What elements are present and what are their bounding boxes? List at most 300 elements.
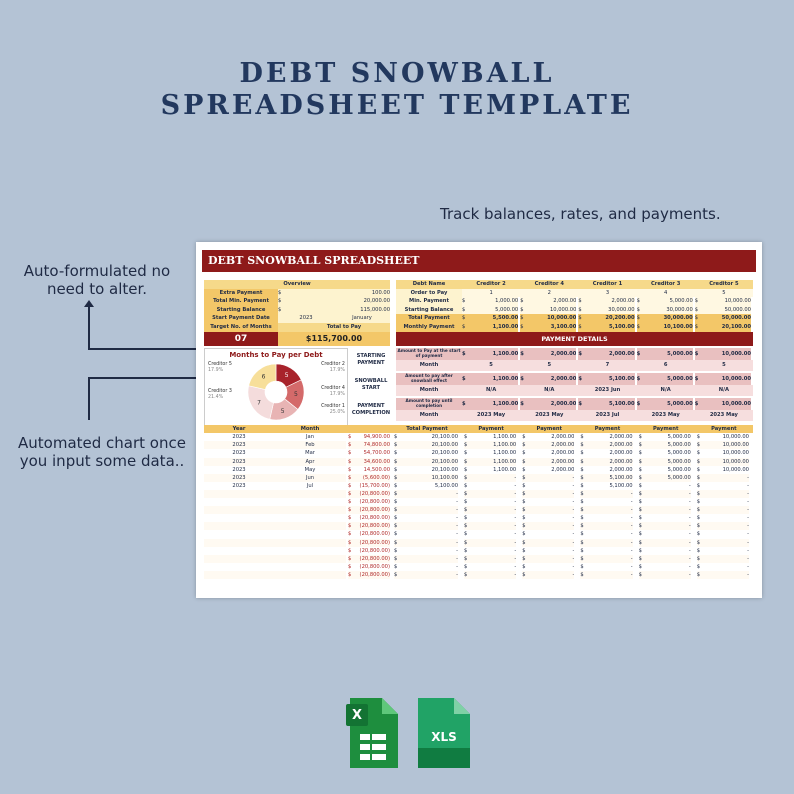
table-payment: - <box>586 498 632 506</box>
table-payment: - <box>645 490 691 498</box>
table-total: 10,100.00 <box>400 474 458 482</box>
currency-sign: $ <box>394 547 400 555</box>
creditor-cell: 10,000.00 <box>528 314 576 323</box>
currency-sign: $ <box>462 373 470 385</box>
table-payment: 5,000.00 <box>645 449 691 457</box>
currency-sign: $ <box>522 530 528 538</box>
page-title-line-1: DEBT SNOWBALL <box>239 58 555 89</box>
currency-sign: $ <box>464 547 470 555</box>
table-payment: 2,000.00 <box>586 466 632 474</box>
currency-sign: $ <box>462 323 470 332</box>
currency-sign: $ <box>522 514 528 522</box>
table-payment: 2,000.00 <box>528 441 574 449</box>
section-title: STARTING PAYMENT <box>348 348 394 372</box>
overview-value: 2023 <box>278 314 334 323</box>
callout-arrow-1-head-icon <box>84 300 94 307</box>
creditor-row-label: Min. Payment <box>396 297 462 306</box>
table-payment: - <box>645 498 691 506</box>
currency-sign: $ <box>697 530 703 538</box>
table-balance: (20,800.00) <box>354 490 390 498</box>
table-payment: - <box>703 539 749 547</box>
currency-sign: $ <box>348 530 354 538</box>
target-months-value: 07 <box>204 332 278 346</box>
currency-sign: $ <box>348 449 354 457</box>
table-payment: - <box>528 482 574 490</box>
section-row1-cell: 1,100.00 <box>470 373 518 385</box>
currency-sign: $ <box>522 441 528 449</box>
currency-sign: $ <box>394 449 400 457</box>
currency-sign: $ <box>348 482 354 490</box>
currency-sign: $ <box>695 297 703 306</box>
table-year <box>204 571 274 579</box>
currency-sign: $ <box>394 433 400 441</box>
creditor-cell: 30,000.00 <box>645 314 693 323</box>
currency-sign: $ <box>639 482 645 490</box>
currency-sign: $ <box>520 297 528 306</box>
currency-sign: $ <box>639 539 645 547</box>
table-payment: - <box>470 498 516 506</box>
table-payment: - <box>703 482 749 490</box>
table-payment: - <box>703 498 749 506</box>
currency-sign: $ <box>637 348 645 360</box>
currency-sign: $ <box>639 522 645 530</box>
xls-label: XLS <box>431 730 457 744</box>
overview-label: Total Min. Payment <box>204 297 278 306</box>
currency-sign: $ <box>348 547 354 555</box>
table-payment: - <box>586 490 632 498</box>
table-payment: - <box>645 522 691 530</box>
section-row2-label: Month <box>396 385 462 396</box>
table-payment: - <box>586 539 632 547</box>
currency-sign: $ <box>462 314 470 323</box>
table-total: 20,100.00 <box>400 441 458 449</box>
currency-sign: $ <box>520 373 528 385</box>
section-row1-cell: 10,000.00 <box>703 348 751 360</box>
table-payment: - <box>703 547 749 555</box>
section-row1-cell: 5,100.00 <box>586 373 634 385</box>
table-payment: - <box>528 539 574 547</box>
currency-sign: $ <box>394 522 400 530</box>
currency-sign: $ <box>578 348 586 360</box>
table-total: - <box>400 506 458 514</box>
debt-name-header: Debt Name <box>396 280 462 289</box>
currency-sign: $ <box>520 306 528 315</box>
creditor-cell: 5,100.00 <box>586 323 634 332</box>
currency-sign: $ <box>580 514 586 522</box>
currency-sign: $ <box>697 539 703 547</box>
table-year <box>204 498 274 506</box>
currency-sign: $ <box>639 490 645 498</box>
currency-sign: $ <box>578 306 586 315</box>
currency-sign: $ <box>639 466 645 474</box>
currency-sign: $ <box>464 563 470 571</box>
currency-sign: $ <box>580 530 586 538</box>
section-row2-cell: 2023 May <box>695 410 753 421</box>
table-payment: 2,000.00 <box>528 433 574 441</box>
table-payment: 10,000.00 <box>703 458 749 466</box>
currency-sign: $ <box>394 555 400 563</box>
currency-sign: $ <box>464 433 470 441</box>
currency-sign: $ <box>522 474 528 482</box>
table-payment: - <box>645 547 691 555</box>
currency-sign: $ <box>522 539 528 547</box>
legend-name: Creditor 3 <box>208 388 232 394</box>
section-row1-label: Amount to Pay at the start of payment <box>397 347 461 358</box>
table-payment: - <box>528 514 574 522</box>
section-row1-cell: 5,100.00 <box>586 398 634 410</box>
creditor-cell: 5,000.00 <box>645 297 693 306</box>
table-month <box>274 571 346 579</box>
section-row1-label: Amount to pay until completion <box>396 398 462 410</box>
table-payment: - <box>470 474 516 482</box>
section-row2-cell: 7 <box>578 360 636 371</box>
table-payment: 10,000.00 <box>703 441 749 449</box>
currency-sign: $ <box>522 571 528 579</box>
table-payment: 5,000.00 <box>645 441 691 449</box>
currency-sign: $ <box>394 563 400 571</box>
table-payment: 10,000.00 <box>703 466 749 474</box>
currency-sign: $ <box>464 449 470 457</box>
creditor-cell: 4 <box>637 289 695 298</box>
currency-sign: $ <box>464 522 470 530</box>
currency-sign: $ <box>580 490 586 498</box>
currency-sign: $ <box>348 458 354 466</box>
table-payment: - <box>586 530 632 538</box>
legend-name: Creditor 4 <box>321 385 345 391</box>
table-total: 20,100.00 <box>400 458 458 466</box>
overview-label: Starting Balance <box>204 306 278 315</box>
table-balance: (20,800.00) <box>354 498 390 506</box>
section-row1-cell: 2,000.00 <box>586 348 634 360</box>
creditor-header: Creditor 1 <box>578 280 636 289</box>
currency-sign: $ <box>348 539 354 547</box>
currency-sign: $ <box>348 466 354 474</box>
creditor-row-label: Order to Pay <box>396 289 462 298</box>
section-row1-cell: 5,000.00 <box>645 373 693 385</box>
table-payment: 2,000.00 <box>528 449 574 457</box>
currency-sign: $ <box>697 555 703 563</box>
chart-legend-label <box>309 404 345 416</box>
callout-arrow-1-vertical <box>88 305 90 349</box>
currency-sign: $ <box>697 433 703 441</box>
currency-sign: $ <box>639 563 645 571</box>
creditor-cell: 1,100.00 <box>470 323 518 332</box>
creditor-cell: 10,100.00 <box>645 323 693 332</box>
currency-sign: $ <box>464 571 470 579</box>
currency-sign: $ <box>697 458 703 466</box>
table-balance: (20,800.00) <box>354 514 390 522</box>
currency-sign: $ <box>522 482 528 490</box>
table-year: 2023 <box>204 458 274 466</box>
table-payment: 10,000.00 <box>703 433 749 441</box>
table-month: Jul <box>274 482 346 490</box>
table-balance: 94,900.00 <box>354 433 390 441</box>
currency-sign: $ <box>578 323 586 332</box>
currency-sign: $ <box>578 398 586 410</box>
table-payment: - <box>528 498 574 506</box>
currency-sign: $ <box>394 514 400 522</box>
currency-sign: $ <box>464 458 470 466</box>
legend-percent: 17.9% <box>329 391 345 397</box>
table-header: Total Payment <box>392 425 462 434</box>
currency-sign: $ <box>348 555 354 563</box>
table-year <box>204 539 274 547</box>
table-balance: (20,800.00) <box>354 547 390 555</box>
section-row2-cell: N/A <box>520 385 578 396</box>
section-row2-label: Month <box>396 410 462 421</box>
table-payment: 5,000.00 <box>645 433 691 441</box>
currency-sign: $ <box>580 482 586 490</box>
table-payment: 2,000.00 <box>586 458 632 466</box>
table-payment: - <box>528 571 574 579</box>
currency-sign: $ <box>520 348 528 360</box>
table-payment: - <box>703 522 749 530</box>
currency-sign: $ <box>522 490 528 498</box>
table-payment: 2,000.00 <box>586 433 632 441</box>
table-payment: 1,100.00 <box>470 449 516 457</box>
currency-sign: $ <box>348 563 354 571</box>
table-payment: - <box>470 539 516 547</box>
currency-sign: $ <box>580 433 586 441</box>
currency-sign: $ <box>695 348 703 360</box>
table-balance: (5,600.00) <box>354 474 390 482</box>
currency-sign: $ <box>348 490 354 498</box>
table-balance: (20,800.00) <box>354 563 390 571</box>
table-payment: - <box>528 474 574 482</box>
currency-sign: $ <box>695 306 703 315</box>
table-total: - <box>400 530 458 538</box>
currency-sign: $ <box>580 449 586 457</box>
table-year <box>204 547 274 555</box>
section-row2-cell: N/A <box>462 385 520 396</box>
table-header: Payment <box>462 425 520 434</box>
creditor-cell: 10,000.00 <box>528 306 576 315</box>
table-payment: 5,100.00 <box>586 474 632 482</box>
currency-sign: $ <box>639 555 645 563</box>
legend-name: Creditor 1 <box>321 403 345 409</box>
currency-sign: $ <box>464 482 470 490</box>
creditor-cell: 3 <box>578 289 636 298</box>
creditor-row-label: Monthly Payment <box>396 323 462 332</box>
currency-sign: $ <box>520 314 528 323</box>
currency-sign: $ <box>580 522 586 530</box>
currency-sign: $ <box>637 306 645 315</box>
currency-sign: $ <box>522 563 528 571</box>
table-month: Jun <box>274 474 346 482</box>
donut-slice-label: 6 <box>261 372 266 380</box>
table-payment: 2,000.00 <box>528 466 574 474</box>
currency-sign: $ <box>394 466 400 474</box>
creditor-cell: 5 <box>695 289 753 298</box>
currency-sign: $ <box>639 547 645 555</box>
table-balance: (20,800.00) <box>354 571 390 579</box>
section-row1-cell: 2,000.00 <box>528 398 576 410</box>
currency-sign: $ <box>639 498 645 506</box>
table-payment: 1,100.00 <box>470 441 516 449</box>
section-title: PAYMENT COMPLETION <box>348 398 394 422</box>
table-year: 2023 <box>204 441 274 449</box>
currency-sign: $ <box>637 323 645 332</box>
creditor-cell: 5,500.00 <box>470 314 518 323</box>
currency-sign: $ <box>578 297 586 306</box>
currency-sign: $ <box>348 441 354 449</box>
currency-sign: $ <box>464 466 470 474</box>
table-header: Payment <box>695 425 753 434</box>
table-payment: 1,100.00 <box>470 458 516 466</box>
currency-sign: $ <box>464 555 470 563</box>
donut-slice-label: 5 <box>284 371 289 379</box>
table-month <box>274 522 346 530</box>
currency-sign: $ <box>580 498 586 506</box>
currency-sign: $ <box>639 530 645 538</box>
table-payment: - <box>470 506 516 514</box>
table-balance: (20,800.00) <box>354 506 390 514</box>
section-row2-cell: N/A <box>695 385 753 396</box>
table-total: - <box>400 547 458 555</box>
creditor-header: Creditor 4 <box>520 280 578 289</box>
section-row1-cell: 2,000.00 <box>528 348 576 360</box>
currency-sign: $ <box>580 571 586 579</box>
total-to-pay-value: $115,700.00 <box>278 332 390 346</box>
currency-sign: $ <box>580 539 586 547</box>
overview-value: 115,000.00 <box>298 306 390 315</box>
table-payment: - <box>703 490 749 498</box>
currency-sign: $ <box>522 458 528 466</box>
currency-sign: $ <box>697 522 703 530</box>
creditor-cell: 1 <box>462 289 520 298</box>
legend-name: Creditor 2 <box>321 361 345 367</box>
table-month <box>274 498 346 506</box>
overview-currency: $ <box>278 289 298 298</box>
table-payment: - <box>645 482 691 490</box>
section-row2-cell: 2023 May <box>520 410 578 421</box>
creditor-cell: 30,000.00 <box>586 306 634 315</box>
excel-xls-icon <box>418 698 470 768</box>
table-month: Mar <box>274 449 346 457</box>
table-payment: - <box>586 563 632 571</box>
section-row1-cell: 10,000.00 <box>703 373 751 385</box>
currency-sign: $ <box>464 506 470 514</box>
table-balance: (20,800.00) <box>354 555 390 563</box>
currency-sign: $ <box>394 458 400 466</box>
table-payment: - <box>528 522 574 530</box>
currency-sign: $ <box>464 498 470 506</box>
note-auto-formulated: Auto-formulated no need to alter. <box>23 262 171 298</box>
table-payment: - <box>645 563 691 571</box>
currency-sign: $ <box>394 571 400 579</box>
currency-sign: $ <box>697 547 703 555</box>
legend-percent: 17.9% <box>208 367 224 373</box>
overview-label: Target No. of Months <box>204 323 278 332</box>
donut-slice-label: 7 <box>257 399 261 407</box>
creditor-cell: 2 <box>520 289 578 298</box>
currency-sign: $ <box>697 498 703 506</box>
currency-sign: $ <box>639 571 645 579</box>
table-total: - <box>400 498 458 506</box>
currency-sign: $ <box>639 458 645 466</box>
table-balance: 34,600.00 <box>354 458 390 466</box>
currency-sign: $ <box>695 373 703 385</box>
creditor-cell: 10,000.00 <box>703 297 751 306</box>
currency-sign: $ <box>637 398 645 410</box>
table-header: Payment <box>520 425 578 434</box>
currency-sign: $ <box>697 490 703 498</box>
currency-sign: $ <box>394 539 400 547</box>
table-total: - <box>400 514 458 522</box>
page-title-line-2: SPREADSHEET TEMPLATE <box>160 90 634 121</box>
table-payment: 2,000.00 <box>586 441 632 449</box>
table-payment: - <box>470 482 516 490</box>
currency-sign: $ <box>522 466 528 474</box>
table-payment: - <box>586 555 632 563</box>
currency-sign: $ <box>348 506 354 514</box>
overview-value: Total to Pay <box>298 323 390 332</box>
table-balance: (15,700.00) <box>354 482 390 490</box>
currency-sign: $ <box>462 297 470 306</box>
table-payment: - <box>645 514 691 522</box>
creditor-cell: 50,000.00 <box>703 306 751 315</box>
table-balance: 74,800.00 <box>354 441 390 449</box>
table-payment: - <box>470 571 516 579</box>
currency-sign: $ <box>464 530 470 538</box>
table-total: 20,100.00 <box>400 449 458 457</box>
table-month <box>274 563 346 571</box>
currency-sign: $ <box>695 323 703 332</box>
google-sheets-icon <box>346 698 398 768</box>
table-total: - <box>400 563 458 571</box>
overview-currency <box>278 323 298 332</box>
table-payment: - <box>645 571 691 579</box>
table-payment: - <box>528 563 574 571</box>
table-payment: - <box>703 563 749 571</box>
currency-sign: $ <box>697 466 703 474</box>
spreadsheet-banner: DEBT SNOWBALL SPREADSHEET <box>202 250 756 272</box>
table-payment: - <box>645 506 691 514</box>
table-month <box>274 506 346 514</box>
table-total: 5,100.00 <box>400 482 458 490</box>
currency-sign: $ <box>639 514 645 522</box>
table-total: 20,100.00 <box>400 466 458 474</box>
currency-sign: $ <box>580 563 586 571</box>
currency-sign: $ <box>639 441 645 449</box>
currency-sign: $ <box>578 373 586 385</box>
overview-header: Overview <box>204 280 390 289</box>
currency-sign: $ <box>520 398 528 410</box>
currency-sign: $ <box>394 474 400 482</box>
creditor-header: Creditor 3 <box>637 280 695 289</box>
creditor-header: Creditor 2 <box>462 280 520 289</box>
table-year <box>204 506 274 514</box>
table-payment: - <box>586 547 632 555</box>
table-payment: - <box>703 555 749 563</box>
overview-currency: $ <box>278 297 298 306</box>
table-header <box>346 425 392 434</box>
currency-sign: $ <box>464 539 470 547</box>
currency-sign: $ <box>580 547 586 555</box>
table-year: 2023 <box>204 482 274 490</box>
currency-sign: $ <box>697 514 703 522</box>
table-year: 2023 <box>204 433 274 441</box>
table-payment: 10,000.00 <box>703 449 749 457</box>
overview-label: Start Payment Date <box>204 314 278 323</box>
table-total: - <box>400 490 458 498</box>
currency-sign: $ <box>697 563 703 571</box>
table-payment: - <box>470 522 516 530</box>
section-row2-label: Month <box>396 360 462 371</box>
currency-sign: $ <box>348 514 354 522</box>
currency-sign: $ <box>464 514 470 522</box>
section-title: SNOWBALL START <box>348 373 394 397</box>
